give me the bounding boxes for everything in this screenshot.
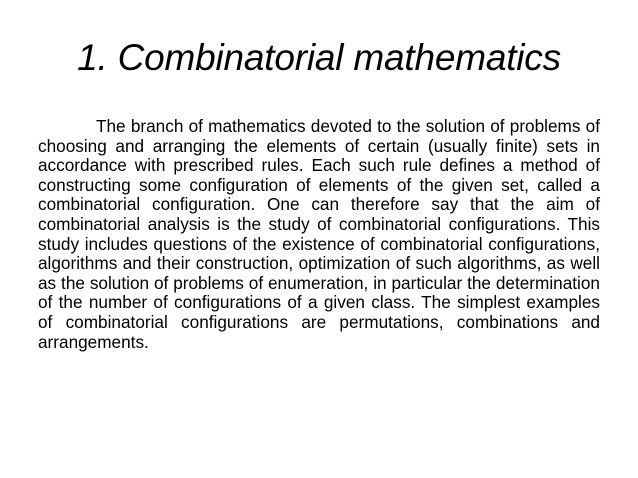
slide-body-paragraph: The branch of mathematics devoted to the solution of problems of choosing and arranging the elements of certain (usually finite) sets in accordance with prescribed rules. Each such rule defines a method of constructing some configuration of elements of the given set, called a combinatorial configuration. One can therefore say that the aim of combinatorial analysis is the study of combinatorial configurations. This study includes questions of the existence of combinatorial configurations, algorithms and their construction, optimization of such algorithms, as well as the solution of problems of enumeration, in particular the determination of the number of configurations of a given class. The simplest examples of combinatorial configurations are permutations, combinations and arrangements. bbox=[38, 116, 600, 352]
slide-title: 1. Combinatorial mathematics bbox=[77, 37, 561, 78]
